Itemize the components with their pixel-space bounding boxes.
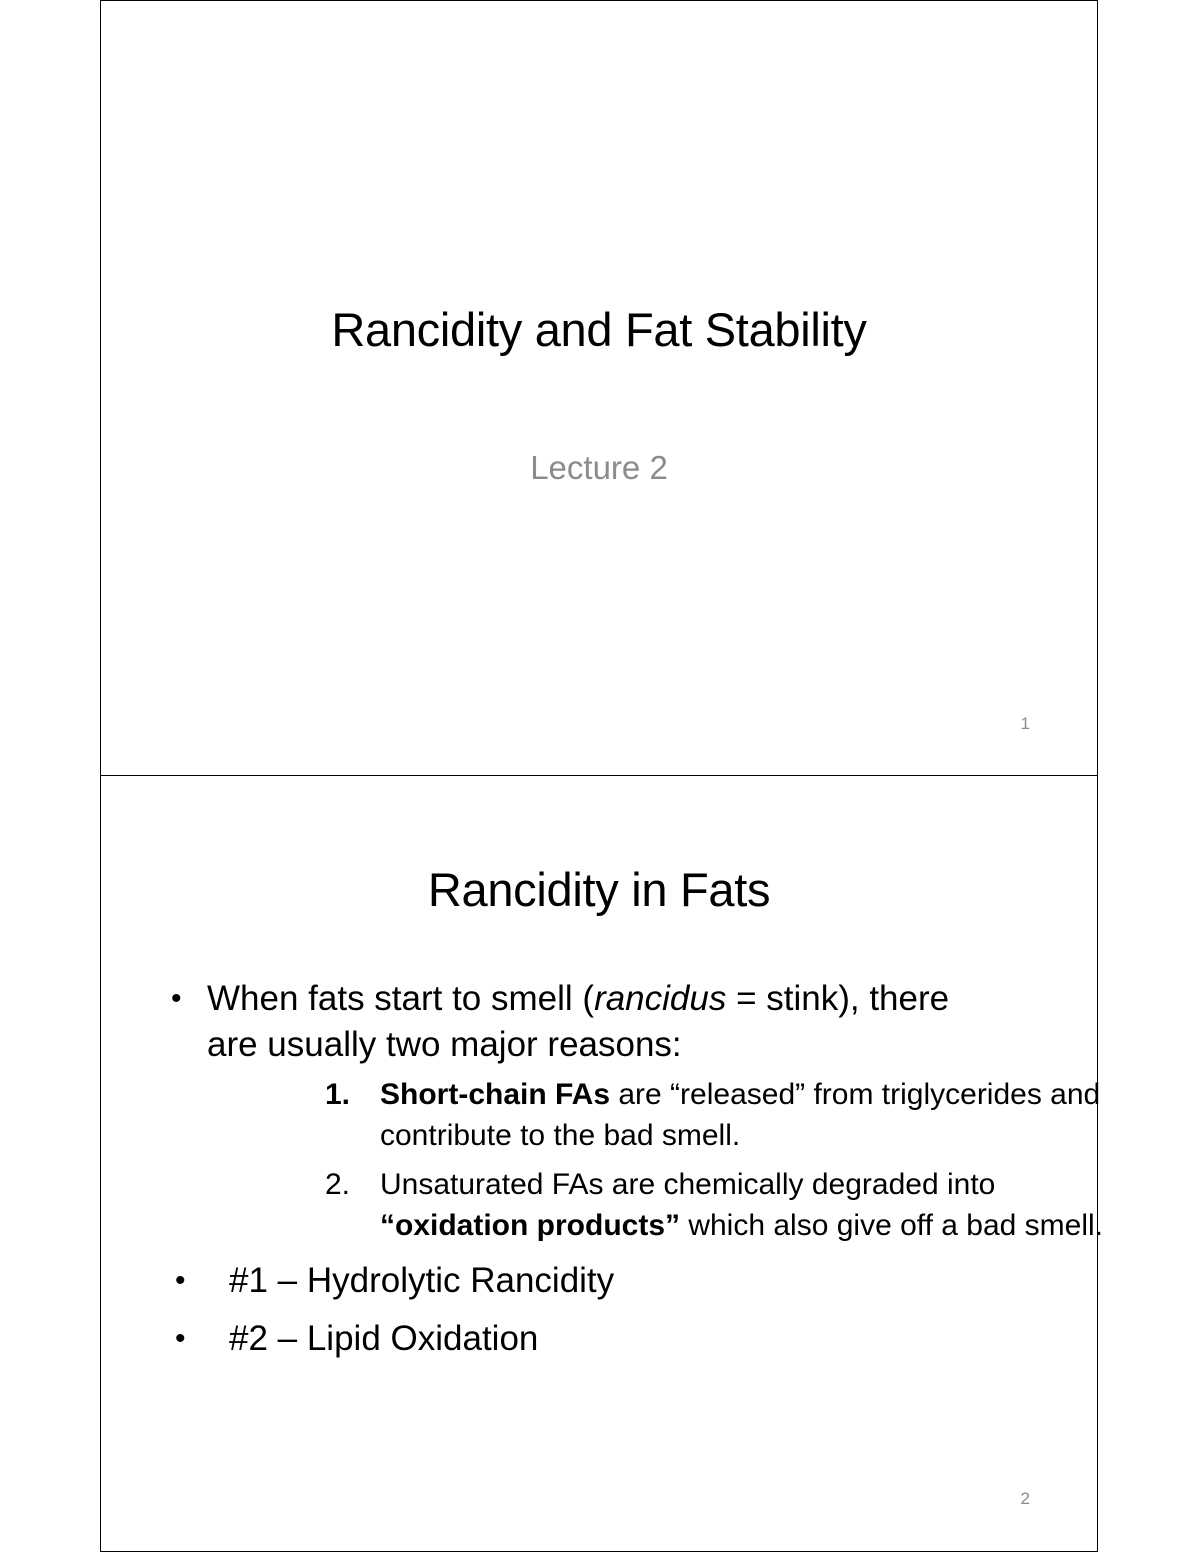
bullet-hydrolytic-text: #1 – Hydrolytic Rancidity: [229, 1261, 615, 1300]
bullet-dot: •: [175, 1322, 186, 1355]
slide-1: [100, 0, 1098, 776]
bullet-lipid-text: #2 – Lipid Oxidation: [229, 1319, 539, 1358]
reason-number-1: 1.: [325, 1078, 351, 1111]
reason-item-1: [207, 1074, 1140, 1156]
reason-2-bold: “oxidation products”: [380, 1209, 680, 1242]
reason-1-bold: Short-chain FAs: [380, 1078, 611, 1111]
reason-2-pre: Unsaturated FAs are chemically degraded into: [380, 1168, 996, 1201]
bullet-dot: •: [175, 1264, 186, 1297]
bullet-text-italic: rancidus: [594, 979, 727, 1018]
slide-2-bullet-list: [101, 976, 1104, 1362]
bullet-text-part2: = stink), there are usually two major reasons:: [207, 979, 950, 1064]
bullet-lipid-oxidation: [101, 1316, 1029, 1362]
bullet-rancidity-reasons: [101, 976, 1104, 1246]
bullet-hydrolytic-rancidity: [101, 1258, 1029, 1304]
reason-item-2: [207, 1164, 1140, 1246]
bullet-text-part1: When fats start to smell (: [207, 979, 595, 1018]
slide-1-number: 1: [1020, 714, 1030, 733]
slide-2-title: Rancidity in Fats: [427, 863, 771, 916]
reasons-list: [207, 1074, 1104, 1246]
slide-1-title: Rancidity and Fat Stability: [331, 303, 867, 356]
bullet-dot: •: [171, 982, 182, 1015]
slide-2: [100, 775, 1104, 1552]
reason-number-2: 2.: [325, 1168, 351, 1201]
reason-1-text: are “released” from triglycerides and contribute to the bad smell.: [380, 1078, 1101, 1152]
slide-1-subtitle: Lecture 2: [530, 449, 668, 486]
slide-2-number: 2: [1020, 1489, 1030, 1508]
reason-2-text: which also give off a bad smell.: [680, 1209, 1104, 1242]
